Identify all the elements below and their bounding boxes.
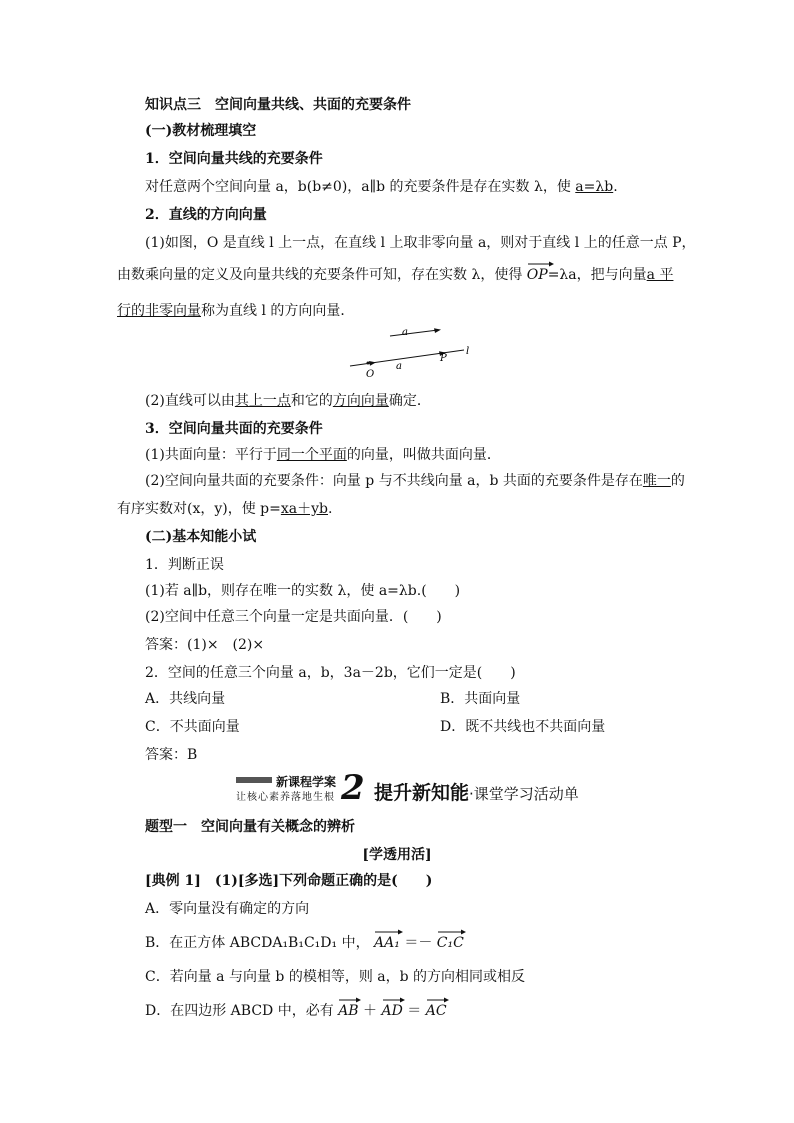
paragraph-line-determined: (2)直线可以由其上一点和它的方向向量确定．: [145, 393, 431, 409]
paragraph-direction-3: 行的非零向量称为直线 l 的方向向量．: [117, 303, 355, 319]
vector-a-top: [390, 330, 438, 336]
banner-badge: [236, 774, 338, 802]
paragraph-coplanar-1: (1)共面向量：平行于同一个平面的向量，叫做共面向量．: [145, 447, 501, 463]
line-direction-figure: [346, 326, 486, 378]
heading-coplanar: 3．空间向量共面的充要条件: [145, 421, 323, 437]
vector-arrow-icon: [437, 928, 467, 936]
vector-ac: AC: [426, 1002, 447, 1020]
label-o: O: [366, 369, 375, 378]
topic-subheading: [学透用活]: [362, 847, 432, 863]
vector-ad: AD: [382, 1002, 403, 1020]
example-option-d: D．在四边形 ABCD 中，必有 AB ＋ AD ＝ AC: [145, 1002, 447, 1020]
part-heading-1: (一)教材梳理填空: [145, 123, 257, 139]
label-a-top: a: [402, 327, 408, 338]
heading-direction-vector: 2．直线的方向向量: [145, 207, 267, 223]
question-2-option-a: A．共线向量: [145, 691, 226, 707]
part-heading-2: (二)基本知能小试: [145, 529, 257, 545]
banner-title: 提升新知能·课堂学习活动单: [374, 782, 579, 804]
paragraph-direction-1: (1)如图，O 是直线 l 上一点，在直线 l 上取非零向量 a，则对于直线 l 上的任意一点 P，: [145, 235, 696, 251]
example-option-c: C．若向量 a 与向量 b 的模相等，则 a，b 的方向相同或相反: [145, 969, 526, 985]
question-1b: (2)空间中任意三个向量一定是共面向量．( ): [145, 609, 442, 625]
arrow-head-icon: [434, 328, 441, 333]
label-l: l: [466, 346, 470, 357]
banner-bottom-text: 让核心素养落地生根: [236, 792, 335, 803]
question-1-answer: 答案：(1)× (2)×: [145, 637, 265, 653]
vector-arrow-icon: [374, 928, 404, 936]
vector-aa1: AA₁: [374, 934, 400, 952]
vector-op: OP: [527, 266, 548, 284]
question-2-answer: 答案：B: [145, 747, 198, 763]
label-p: P: [440, 353, 447, 364]
vector-c1c: C₁C: [437, 934, 464, 952]
topic-title: 题型一 空间向量有关概念的辨析: [145, 819, 355, 835]
point-o: [367, 362, 370, 365]
question-2-stem: 2．空间的任意三个向量 a，b，3a－2b，它们一定是( ): [145, 665, 516, 681]
paragraph-coplanar-2a: (2)空间向量共面的充要条件：向量 p 与不共线向量 a，b 共面的充要条件是存在唯一的: [145, 473, 685, 489]
question-1a: (1)若 a∥b，则存在唯一的实数 λ，使 a=λb.( ): [145, 583, 461, 599]
answer-fill: a=λb: [575, 179, 614, 195]
vector-arrow-icon: [527, 260, 555, 268]
question-1-head: 1．判断正误: [145, 557, 224, 573]
vector-arrow-icon: [426, 996, 450, 1004]
arrow-head-icon: [369, 361, 376, 366]
example-head: [典例 1] (1)[多选]下列命题正确的是( ): [145, 873, 433, 889]
paragraph-coplanar-2b: 有序实数对(x，y)，使 p=xa＋yb.: [117, 501, 333, 517]
question-2-option-d: D．既不共线也不共面向量: [440, 719, 606, 735]
vector-arrow-icon: [382, 996, 406, 1004]
banner-top-text: 新课程学案: [276, 775, 337, 789]
example-option-b: B．在正方体 ABCDA₁B₁C₁D₁ 中， AA₁ ＝－ C₁C: [145, 934, 464, 952]
label-a: a: [396, 361, 402, 372]
vector-arrow-icon: [338, 996, 362, 1004]
question-2-option-c: C．不共面向量: [145, 719, 240, 735]
vector-ab: AB: [338, 1002, 358, 1020]
question-2-option-b: B．共面向量: [440, 691, 521, 707]
banner-bar: [236, 777, 272, 783]
example-option-a: A．零向量没有确定的方向: [145, 901, 310, 917]
heading-collinear: 1．空间向量共线的充要条件: [145, 151, 323, 167]
paragraph-direction-2: 由数乘向量的定义及向量共线的充要条件可知，存在实数 λ，使得 OP =λa，把与向量a 平: [117, 266, 673, 284]
banner-number: 2: [341, 768, 365, 808]
section-title: 知识点三 空间向量共线、共面的充要条件: [145, 97, 411, 113]
paragraph-collinear: 对任意两个空间向量 a，b(b≠0)，a∥b 的充要条件是存在实数 λ，使 a=λb.: [145, 179, 618, 195]
